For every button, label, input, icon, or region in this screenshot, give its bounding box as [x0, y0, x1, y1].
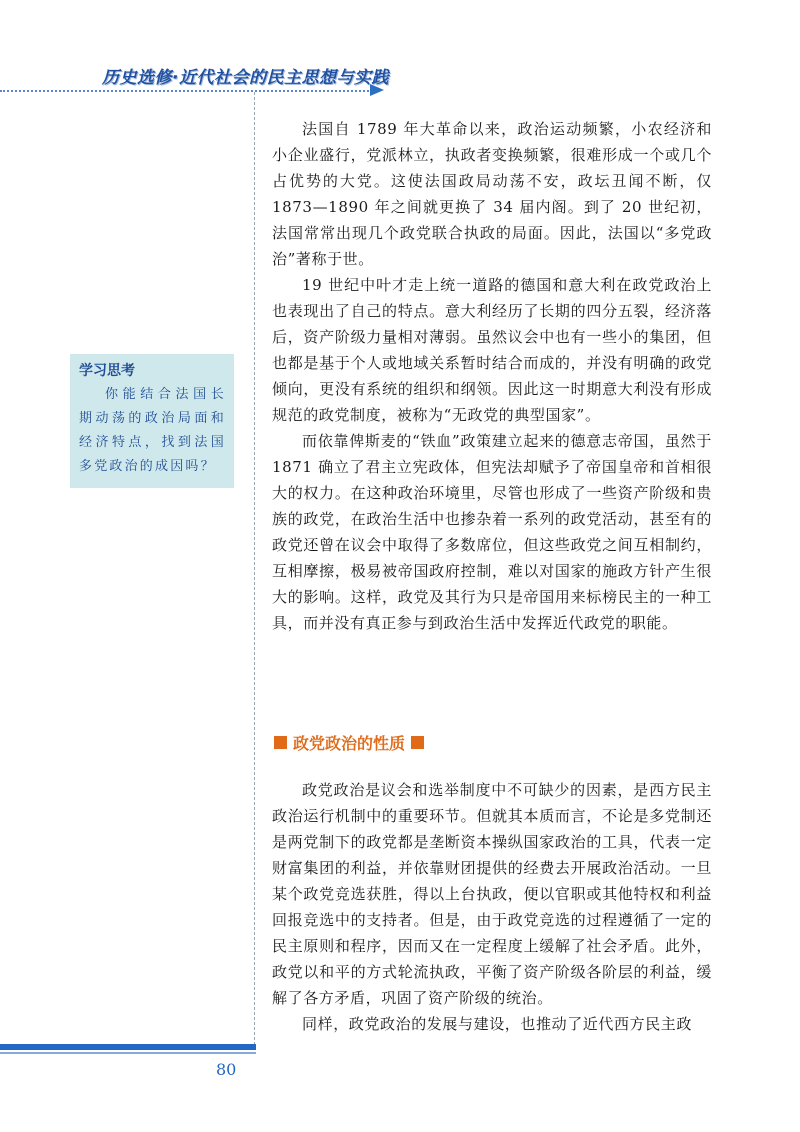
- paragraph-nature: 政党政治是议会和选举制度中不可缺少的因素，是西方民主政治运行机制中的重要环节。但就其本质而言，不论是多党制还是两党制下的政党都是垄断资本操纵国家政治的工具，代表一定财富集团的利益，并依靠财团提供的经费去开展政治活动。一旦某个政党竞选获胜，得以上台执政，便以官职或其他特权和利益回报竞选中的支持者。但是，由于政党竞选的过程遵循了一定的民主原则和程序，因而又在一定程度上缓解了社会矛盾。此外，政党以和平的方式轮流执政，平衡了资产阶级各阶层的利益，缓解了各方矛盾，巩固了资产阶级的统治。: [272, 781, 712, 1007]
- paragraph-germany-italy: 19 世纪中叶才走上统一道路的德国和意大利在政党政治上也表现出了自己的特点。意大利经历了长期的四分五裂，经济落后，资产阶级力量相对薄弱。虽然议会中也有一些小的集团，但也都是基于个人或地域关系暂时结合而成的，并没有明确的政党倾向，更没有系统的组织和纲领。因此这一时期意大利没有形成规范的政党制度，被称为“无政党的典型国家”。: [272, 276, 712, 424]
- page-number: 80: [216, 1060, 237, 1079]
- section-heading-text: 政党政治的性质: [293, 734, 406, 753]
- sidebox-question: 你能结合法国长期动荡的政治局面和经济特点，找到法国多党政治的成因吗？: [79, 387, 226, 474]
- heading-square-icon: [411, 736, 424, 749]
- sidebox-title: 学习思考: [79, 363, 135, 379]
- header-arrow-icon: [370, 84, 384, 96]
- main-text: [272, 116, 712, 636]
- footer-bar-thin: [0, 1052, 256, 1054]
- margin-divider: [254, 92, 255, 1050]
- study-thinking-box: [70, 354, 234, 488]
- paragraph-france: 法国自 1789 年大革命以来，政治运动频繁，小农经济和小企业盛行，党派林立，执政者变换频繁，很难形成一个或几个占优势的大党。这使法国政局动荡不安，政坛丑闻不断，仅 1873—1890 年之间就更换了 34 届内阁。到了 20 世纪初，法国常常出现几个政党联合执政的局面。因此，法国以“多党政治”著称于世。: [272, 120, 712, 268]
- heading-square-icon: [274, 736, 287, 749]
- header-title: 历史选修·近代社会的民主思想与实践: [102, 68, 389, 88]
- footer-bar: [0, 1044, 256, 1050]
- section-heading: [274, 731, 424, 754]
- paragraph-german-empire: 而依靠俾斯麦的“铁血”政策建立起来的德意志帝国，虽然于 1871 确立了君主立宪政体，但宪法却赋予了帝国皇帝和首相很大的权力。在这种政治环境里，尽管也形成了一些资产阶级和贵族的政党，在政治生活中也掺杂着一系列的政党活动，甚至有的政党还曾在议会中取得了多数席位，但这些政党之间互相制约，互相摩擦，极易被帝国政府控制，难以对国家的施政方针产生很大的影响。这样，政党及其行为只是帝国用来标榜民主的一种工具，而并没有真正参与到政治生活中发挥近代政党的职能。: [272, 432, 712, 632]
- paragraph-continuation: 同样，政党政治的发展与建设，也推动了近代西方民主政: [302, 1015, 693, 1033]
- header-dotted-rule: [0, 90, 372, 92]
- section-text: [272, 777, 712, 1037]
